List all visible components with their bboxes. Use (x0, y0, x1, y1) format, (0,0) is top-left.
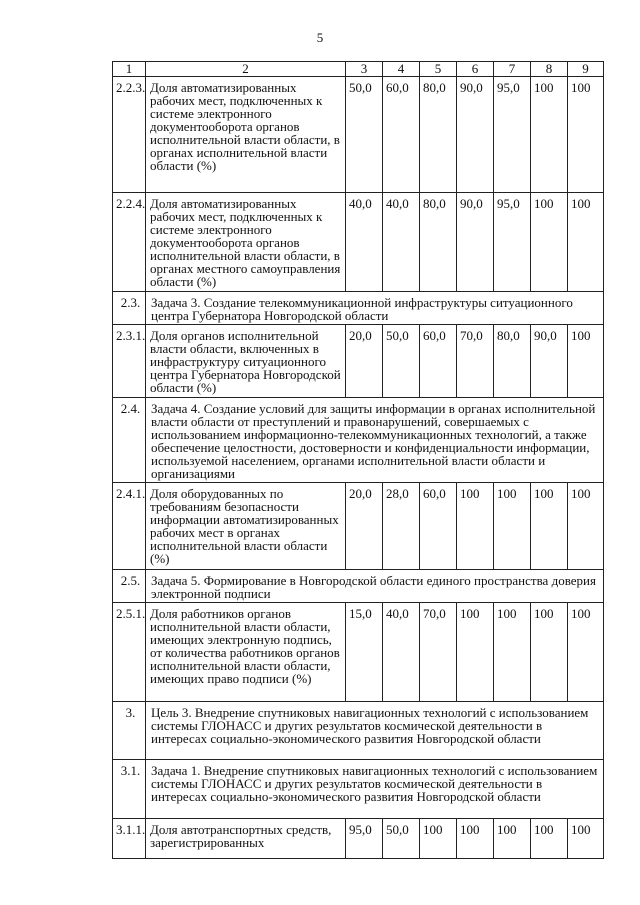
value-cell: 80,0 (494, 325, 531, 398)
value-cell: 100 (568, 603, 604, 702)
indicator-text: Доля оборудованных по требованиям безопасности информации автоматизированных рабочих мест в органах исполнительной власти области (%) (146, 483, 346, 570)
value-cell: 100 (494, 483, 531, 570)
header-cell: 7 (494, 62, 531, 77)
row-number: 2.3.1. (113, 325, 146, 398)
row-number: 2.4. (113, 398, 146, 483)
value-cell: 80,0 (420, 77, 457, 193)
table-row (113, 325, 604, 398)
table-row (113, 603, 604, 702)
table-header-row (113, 62, 604, 77)
value-cell: 90,0 (457, 193, 494, 292)
value-cell: 100 (420, 819, 457, 859)
task-row (113, 760, 604, 819)
value-cell: 100 (568, 325, 604, 398)
header-cell: 4 (383, 62, 420, 77)
table-row (113, 77, 604, 193)
value-cell: 70,0 (457, 325, 494, 398)
value-cell: 20,0 (346, 325, 383, 398)
indicator-text: Доля автоматизированных рабочих мест, подключенных к системе электронного документооборота органов исполнительной власти области, в органах местного самоуправления области (%) (146, 193, 346, 292)
value-cell: 100 (568, 483, 604, 570)
task-row (113, 292, 604, 325)
table-row (113, 483, 604, 570)
value-cell: 50,0 (346, 77, 383, 193)
task-row (113, 398, 604, 483)
value-cell: 40,0 (383, 603, 420, 702)
row-number: 3.1. (113, 760, 146, 819)
value-cell: 100 (457, 819, 494, 859)
value-cell: 95,0 (494, 77, 531, 193)
indicator-text: Доля органов исполнительной власти области, включенных в инфраструктуру ситуационного центра Губернатора Новгородской области (%) (146, 325, 346, 398)
value-cell: 100 (568, 193, 604, 292)
row-number: 3. (113, 702, 146, 760)
value-cell: 100 (494, 603, 531, 702)
row-number: 2.5.1. (113, 603, 146, 702)
header-cell: 3 (346, 62, 383, 77)
header-cell: 1 (113, 62, 146, 77)
row-number: 2.3. (113, 292, 146, 325)
value-cell: 90,0 (457, 77, 494, 193)
value-cell: 100 (531, 483, 568, 570)
header-cell: 6 (457, 62, 494, 77)
header-cell: 8 (531, 62, 568, 77)
value-cell: 60,0 (383, 77, 420, 193)
task-text: Задача 5. Формирование в Новгородской области единого пространства доверия электронной подписи (146, 570, 604, 603)
row-number: 2.4.1. (113, 483, 146, 570)
value-cell: 100 (494, 819, 531, 859)
table-row (113, 193, 604, 292)
value-cell: 100 (531, 193, 568, 292)
value-cell: 100 (568, 819, 604, 859)
value-cell: 60,0 (420, 325, 457, 398)
row-number: 2.5. (113, 570, 146, 603)
value-cell: 90,0 (531, 325, 568, 398)
task-text: Задача 4. Создание условий для защиты информации в органах исполнительной власти области от преступлений и правонарушений, совершаемых с использованием информационно-телекоммуникационных технологий, а также обеспечение целостности, достоверности и конфиденциальности информации, используемой населением, органами исполнительной власти области и организациями (146, 398, 604, 483)
goal-text: Цель 3. Внедрение спутниковых навигационных технологий с использованием системы ГЛОНАСС и других результатов космической деятельности в интересах социально-экономического развития Новгородской области (146, 702, 604, 760)
value-cell: 100 (531, 603, 568, 702)
value-cell: 40,0 (346, 193, 383, 292)
row-number: 2.2.4. (113, 193, 146, 292)
header-cell: 2 (146, 62, 346, 77)
value-cell: 60,0 (420, 483, 457, 570)
value-cell: 80,0 (420, 193, 457, 292)
value-cell: 50,0 (383, 819, 420, 859)
row-number: 3.1.1. (113, 819, 146, 859)
value-cell: 100 (568, 77, 604, 193)
goal-row (113, 702, 604, 760)
value-cell: 50,0 (383, 325, 420, 398)
value-cell: 70,0 (420, 603, 457, 702)
indicator-text: Доля автотранспортных средств, зарегистрированных (146, 819, 346, 859)
task-row (113, 570, 604, 603)
value-cell: 95,0 (346, 819, 383, 859)
task-text: Задача 3. Создание телекоммуникационной инфраструктуры ситуационного центра Губернатора Новгородской области (146, 292, 604, 325)
task-text: Задача 1. Внедрение спутниковых навигационных технологий с использованием системы ГЛОНАСС и других результатов космической деятельности в интересах социально-экономического развития Новгородской области (146, 760, 604, 819)
value-cell: 20,0 (346, 483, 383, 570)
indicators-table (112, 61, 604, 859)
header-cell: 9 (568, 62, 604, 77)
value-cell: 100 (457, 483, 494, 570)
value-cell: 28,0 (383, 483, 420, 570)
value-cell: 100 (531, 819, 568, 859)
value-cell: 40,0 (383, 193, 420, 292)
value-cell: 95,0 (494, 193, 531, 292)
value-cell: 100 (531, 77, 568, 193)
table-row (113, 819, 604, 859)
indicator-text: Доля работников органов исполнительной власти области, имеющих электронную подпись, от количества работников органов исполнительной власти области, имеющих право подписи (%) (146, 603, 346, 702)
row-number: 2.2.3. (113, 77, 146, 193)
indicator-text: Доля автоматизированных рабочих мест, подключенных к системе электронного документооборота органов исполнительной власти области, в органах исполнительной власти области (%) (146, 77, 346, 193)
value-cell: 15,0 (346, 603, 383, 702)
value-cell: 100 (457, 603, 494, 702)
page-number: 5 (316, 30, 324, 45)
header-cell: 5 (420, 62, 457, 77)
